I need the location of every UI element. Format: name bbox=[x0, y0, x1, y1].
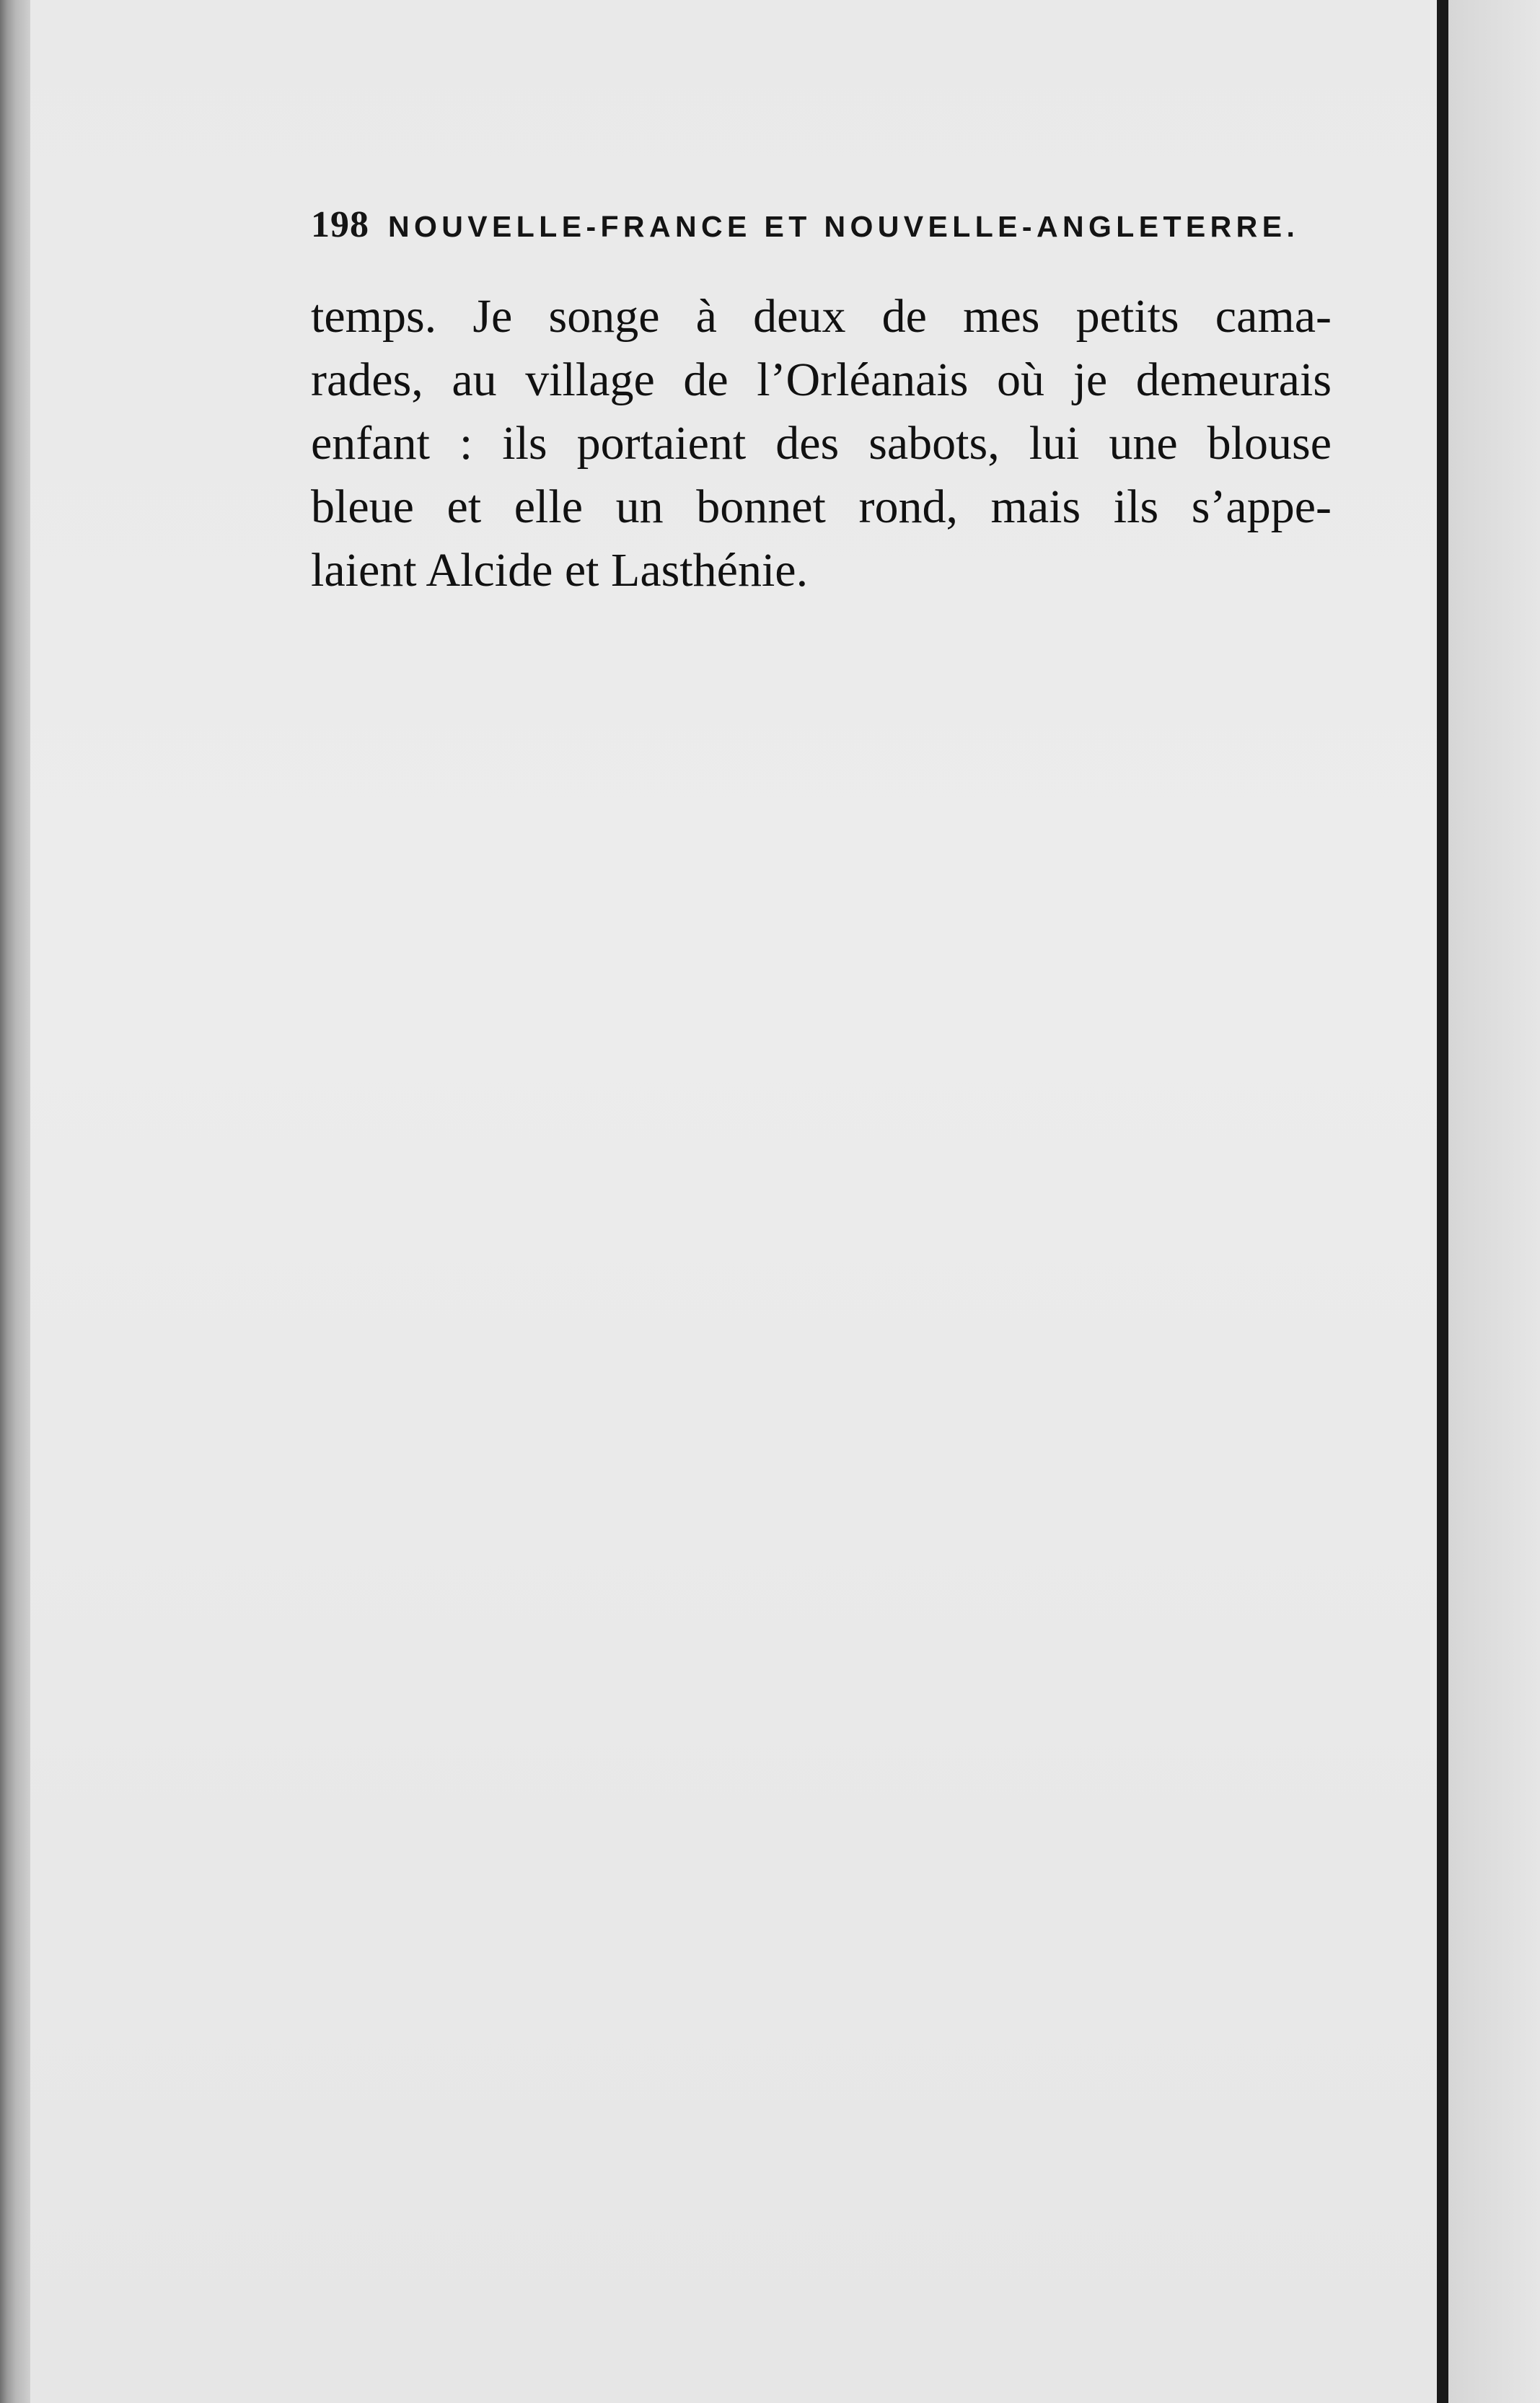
text-line: enfant : ils portaient des sabots, lui une blouse bbox=[311, 417, 1332, 470]
text-line: bleue et elle un bonnet rond, mais ils s’appe- bbox=[311, 480, 1332, 533]
facing-page-edge bbox=[1448, 0, 1540, 2403]
page-gutter-line bbox=[1437, 0, 1448, 2403]
running-head bbox=[311, 203, 1324, 254]
text-line: rades, au village de l’Orléanais où je demeurais bbox=[311, 353, 1332, 406]
page-number: 198 bbox=[311, 204, 369, 245]
scan-left-edge bbox=[0, 0, 30, 2403]
running-title: NOUVELLE-FRANCE ET NOUVELLE-ANGLETERRE. bbox=[388, 210, 1300, 243]
body-text bbox=[311, 285, 1332, 602]
text-line: temps. Je songe à deux de mes petits cama- bbox=[311, 290, 1332, 343]
text-line: laient Alcide et Lasthénie. bbox=[311, 544, 809, 597]
